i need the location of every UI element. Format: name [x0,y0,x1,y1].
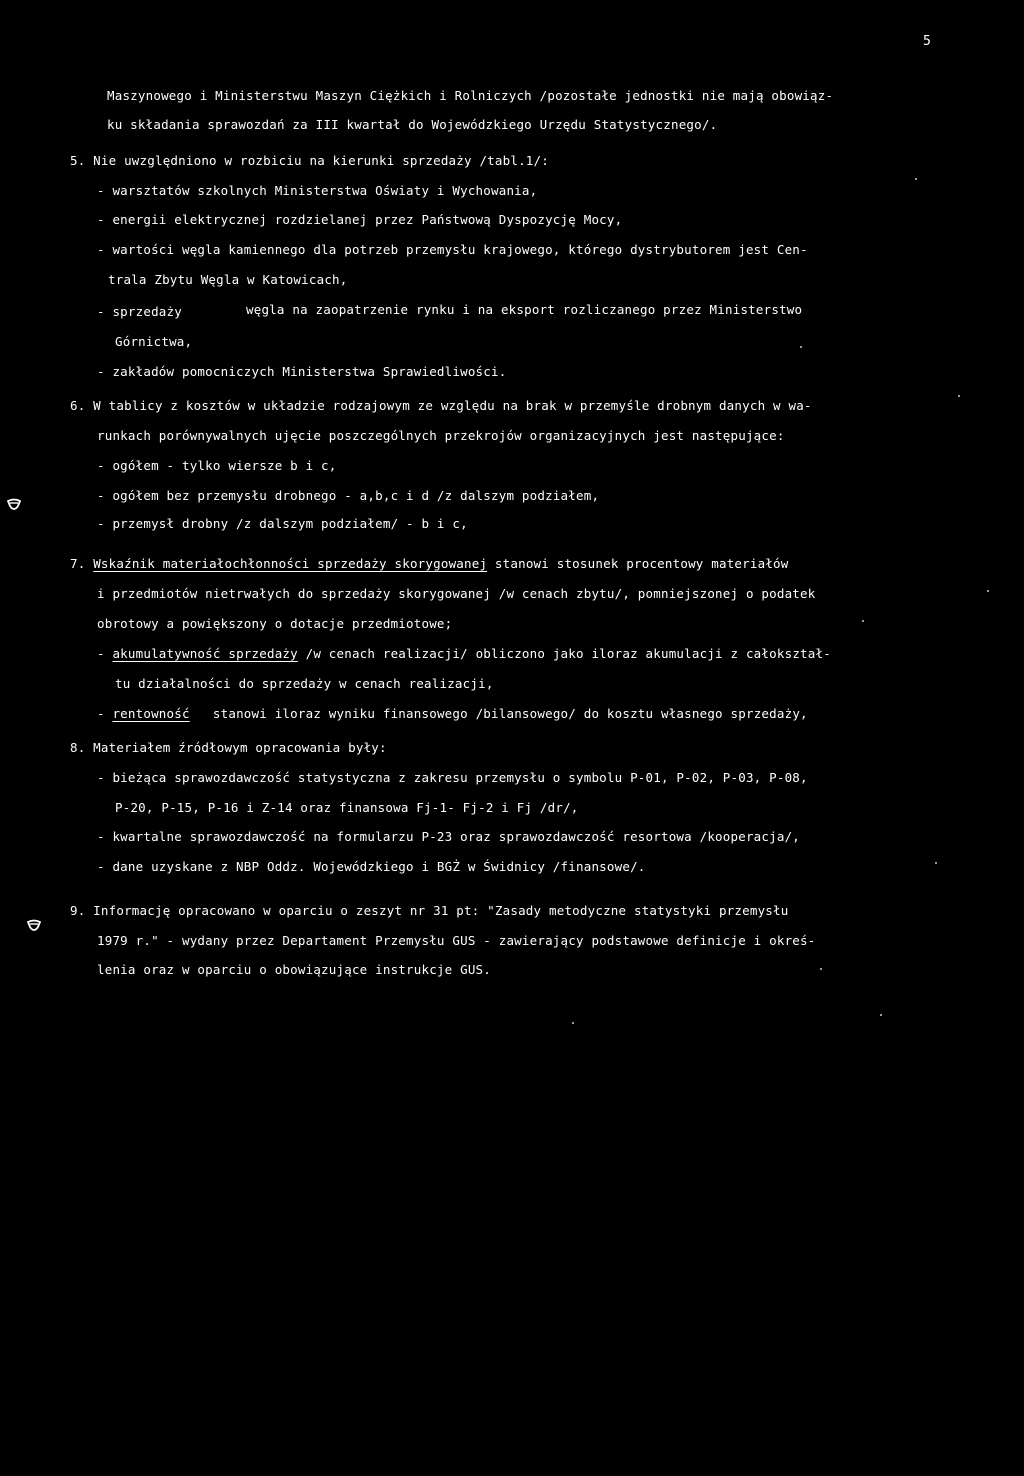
section-8-bullet-1-line-2: P-20, P-15, P-16 i Z-14 oraz finansowa Fj-1- Fj-2 i Fj /dr/, [115,800,579,815]
section-7-line-1 [70,556,789,572]
scan-speck [915,178,917,180]
intro-line-2: ku składania sprawozdań za III kwartał do Wojewódzkiego Urzędu Statystycznego/. [107,117,718,132]
scan-speck [820,968,822,970]
section-6-bullet-1: - ogółem - tylko wiersze b i c, [97,458,337,473]
section-8-heading: 8. Materiałem źródłowym opracowania były: [70,740,387,755]
scan-speck [958,395,960,397]
section-7-bullet-2 [97,706,808,722]
scan-speck [862,620,864,622]
section-5-bullet-3-line-1: - wartości węgla kamiennego dla potrzeb przemysłu krajowego, którego dystrybutorem jest Cen- [97,242,808,257]
section-5-bullet-4-part-2: węgla na zaopatrzenie rynku i na eksport rozliczanego przez Ministerstwo [246,302,803,317]
section-8-bullet-2: - kwartalne sprawozdawczość na formularzu P-23 oraz sprawozdawczość resortowa /kooperacja/, [97,829,801,844]
scan-speck [572,1022,574,1024]
section-6-line-2: runkach porównywalnych ujęcie poszczególnych przekrojów organizacyjnych jest następujące: [97,428,785,443]
scan-speck [880,1014,882,1016]
section-9-line-1: 9. Informację opracowano w oparciu o zeszyt nr 31 pt: "Zasady metodyczne statystyki przemysłu [70,903,789,918]
rentownosc-term: rentowność [112,706,190,721]
section-9-line-3: lenia oraz w oparciu o obowiązujące instrukcje GUS. [97,962,492,977]
section-5-bullet-5: - zakładów pomocniczych Ministerstwa Sprawiedliwości. [97,364,507,379]
akumulatywnosc-term: akumulatywność sprzedaży [112,646,298,661]
section-7-underlined-title: Wskaźnik materiałochłonności sprzedaży skorygowanej [93,556,488,571]
section-7-line-2: i przedmiotów nietrwałych do sprzedaży skorygowanej /w cenach zbytu/, pomniejszonej o podatek [97,586,816,601]
section-7-bullet-1-line-2: tu działalności do sprzedaży w cenach realizacji, [115,676,494,691]
section-7-number: 7. [70,556,86,571]
section-6-bullet-2: - ogółem bez przemysłu drobnego - a,b,c i d /z dalszym podziałem, [97,488,600,503]
section-5-bullet-4-part-1: - sprzedaży [97,304,182,319]
binder-hole-icon [25,918,43,936]
section-6-bullet-3: - przemysł drobny /z dalszym podziałem/ - b i c, [97,516,468,531]
section-7-bullet-1 [97,646,831,662]
section-8-bullet-1-line-1: - bieżąca sprawozdawczość statystyczna z zakresu przemysłu o symbolu P-01, P-02, P-03, P-08, [97,770,808,785]
section-7-line-3: obrotowy a powiększony o dotacje przedmiotowe; [97,616,453,631]
binder-hole-icon [5,497,23,515]
section-5-bullet-2: - energii elektrycznej rozdzielanej przez Państwową Dyspozycję Mocy, [97,212,623,227]
section-7-bullet-1-rest: /w cenach realizacji/ obliczono jako iloraz akumulacji z całokształ- [297,646,831,661]
dash: - [97,646,113,661]
scan-speck [800,346,802,348]
section-5-bullet-4-line-2: Górnictwa, [115,334,193,349]
section-9-line-2: 1979 r." - wydany przez Departament Przemysłu GUS - zawierający podstawowe definicje i okreś- [97,933,816,948]
intro-line-1: Maszynowego i Ministerstwu Maszyn Ciężkich i Rolniczych /pozostałe jednostki nie mają obowiąz- [107,88,834,103]
section-7-bullet-2-rest: stanowi iloraz wyniku finansowego /bilansowego/ do kosztu własnego sprzedaży, [189,706,808,721]
section-6-line-1: 6. W tablicy z kosztów w układzie rodzajowym ze względu na brak w przemyśle drobnym danych w wa- [70,398,812,413]
scan-speck [987,590,989,592]
section-5-heading: 5. Nie uwzględniono w rozbiciu na kierunki sprzedaży /tabl.1/: [70,153,549,168]
page-number: 5 [923,34,931,49]
section-8-bullet-3: - dane uzyskane z NBP Oddz. Wojewódzkiego i BGŻ w Świdnicy /finansowe/. [97,859,646,874]
scan-speck [935,862,937,864]
section-7-line-1-rest: stanowi stosunek procentowy materiałów [487,556,789,571]
section-5-bullet-3-line-2: trala Zbytu Węgla w Katowicach, [108,272,348,287]
dash: - [97,706,113,721]
section-5-bullet-1: - warsztatów szkolnych Ministerstwa Oświaty i Wychowania, [97,183,538,198]
